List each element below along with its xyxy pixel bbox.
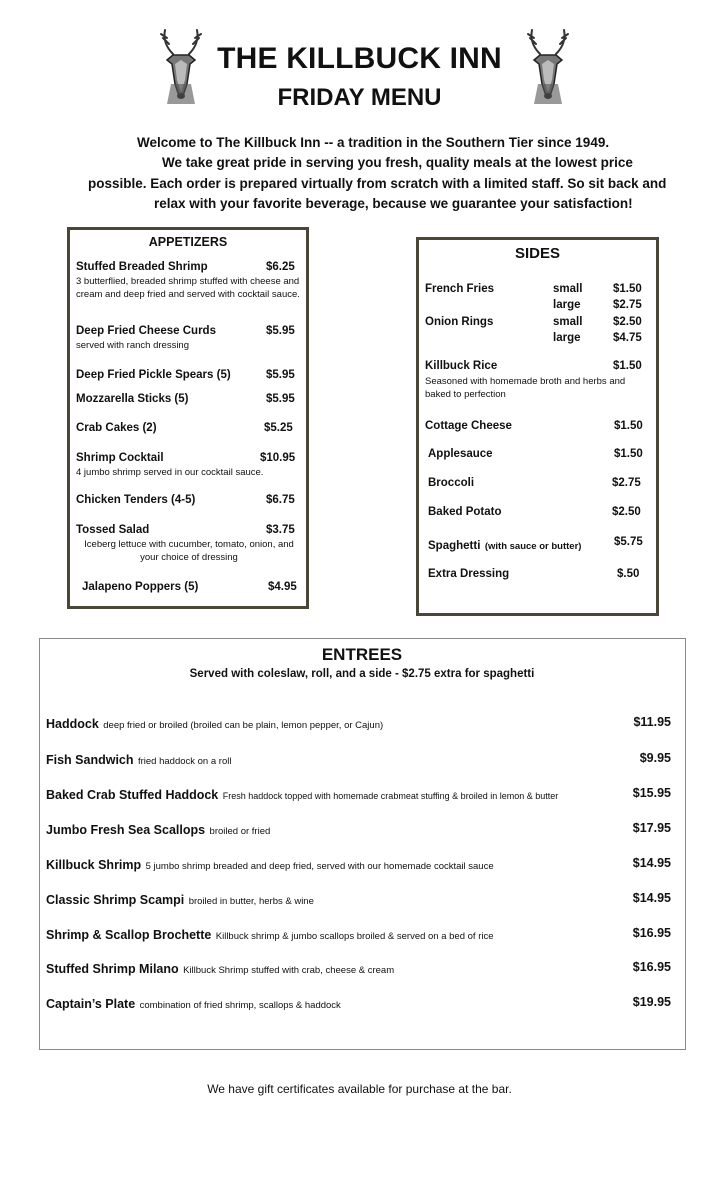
entree-row [46,715,383,733]
entree-name: Jumbo Fresh Sea Scallops [46,823,206,837]
appetizer-name: Stuffed Breaded Shrimp [76,261,208,273]
appetizer-name: Jalapeno Poppers (5) [82,581,199,593]
side-price: $.50 [617,568,640,580]
appetizer-desc: Iceberg lettuce with cucumber, tomato, onion, and your choice of dressing [84,539,294,563]
side-price: $1.50 [613,283,642,295]
entree-name: Classic Shrimp Scampi [46,893,185,907]
sides-title: SIDES [514,245,560,262]
side-name: Killbuck Rice [425,360,498,372]
entree-price: $14.95 [632,856,671,870]
appetizer-name: Chicken Tenders (4-5) [76,494,196,506]
side-name: French Fries [425,283,495,295]
gift-certificate-note: We have gift certificates available for purchase at the bar. [207,1082,512,1096]
side-name: Spaghetti [428,540,481,552]
entree-price: $14.95 [632,891,671,905]
appetizers-panel [67,227,309,609]
side-price: $2.50 [612,506,641,518]
entree-desc: Killbuck Shrimp stuffed with crab, cheese & cream [183,965,395,976]
appetizer-name: Crab Cakes (2) [76,422,157,434]
entree-price: $16.95 [632,926,671,940]
entree-price: $19.95 [632,995,671,1009]
appetizer-price: $5.95 [266,325,295,337]
side-size: small [553,283,583,295]
appetizer-price: $5.25 [264,422,293,434]
side-price: $4.75 [613,332,642,344]
side-row [428,536,581,554]
entree-name: Fish Sandwich [46,753,134,767]
appetizer-price: $6.25 [266,261,295,273]
welcome-line: relax with your favorite beverage, because we guarantee your satisfaction! [154,196,633,211]
entree-row [46,926,494,944]
appetizer-price: $6.75 [266,494,295,506]
sides-panel [416,237,659,616]
entree-row [46,821,270,839]
entree-price: $17.95 [632,821,671,835]
appetizer-desc: served with ranch dressing [76,340,189,351]
entree-row [46,995,341,1013]
side-name: Baked Potato [428,506,502,518]
appetizer-name: Deep Fried Pickle Spears (5) [76,369,231,381]
side-price: $1.50 [614,448,643,460]
side-name: Cottage Cheese [425,420,512,432]
entree-desc: combination of fried shrimp, scallops & haddock [139,1000,341,1011]
entree-price: $15.95 [632,786,671,800]
entree-desc: 5 jumbo shrimp breaded and deep fried, served with our homemade cocktail sauce [145,861,494,872]
side-size: large [553,299,581,311]
entree-row [46,891,314,909]
side-name: Onion Rings [425,316,494,328]
restaurant-name: THE KILLBUCK INN [217,42,502,75]
welcome-line: We take great pride in serving you fresh, quality meals at the lowest price [162,155,633,170]
entree-price: $11.95 [633,715,671,729]
appetizer-price: $5.95 [266,393,295,405]
appetizer-price: $5.95 [266,369,295,381]
side-name: Extra Dressing [428,568,510,580]
appetizer-name: Tossed Salad [76,524,150,536]
appetizer-name: Mozzarella Sticks (5) [76,393,189,405]
side-name: Broccoli [428,477,475,489]
appetizer-price: $4.95 [268,581,297,593]
side-price: $1.50 [614,420,643,432]
appetizer-name: Shrimp Cocktail [76,452,164,464]
entree-name: Killbuck Shrimp [46,858,142,872]
entrees-title: ENTREES [321,645,403,664]
appetizers-title: APPETIZERS [148,235,228,249]
entree-price: $9.95 [639,751,671,765]
side-price: $2.75 [613,299,642,311]
entree-name: Stuffed Shrimp Milano [46,962,179,976]
side-price: $1.50 [613,360,642,372]
side-desc: Seasoned with homemade broth and herbs and baked to perfection [425,376,626,400]
side-price: $2.75 [612,477,641,489]
menu-title: FRIDAY MENU [277,84,442,111]
side-size: large [553,332,581,344]
welcome-line: possible. Each order is prepared virtually from scratch with a limited staff. So sit back and [88,176,667,191]
side-price: $2.50 [613,316,642,328]
appetizer-price: $3.75 [266,524,295,536]
entree-name: Haddock [46,717,99,731]
side-price: $5.75 [614,536,643,548]
appetizer-desc: 4 jumbo shrimp served in our cocktail sauce. [76,467,264,478]
entree-desc: deep fried or broiled (broiled can be plain, lemon pepper, or Cajun) [103,720,384,731]
entree-desc: broiled or fried [209,826,271,837]
side-size: small [553,316,583,328]
entrees-panel [39,638,686,1050]
entree-row [46,856,494,874]
entrees-subtitle: Served with coleslaw, roll, and a side - $2.75 extra for spaghetti [189,668,535,680]
side-name: Applesauce [428,448,493,460]
entree-name: Captain’s Plate [46,997,136,1011]
entree-desc: Killbuck shrimp & jumbo scallops broiled & served on a bed of rice [215,931,494,942]
entree-desc: Fresh haddock topped with homemade crabmeat stuffing & broiled in lemon & butter [222,791,559,801]
appetizer-price: $10.95 [260,452,296,464]
side-note: (with sauce or butter) [484,541,582,552]
welcome-line: Welcome to The Killbuck Inn -- a tradition in the Southern Tier since 1949. [137,135,610,150]
entree-name: Baked Crab Stuffed Haddock [46,788,219,802]
entree-desc: fried haddock on a roll [137,756,232,767]
entree-price: $16.95 [632,960,671,974]
entree-row [46,786,558,804]
appetizer-desc: 3 butterflied, breaded shrimp stuffed with cheese and cream and deep fried and served with cocktail sauce. [76,276,300,300]
entree-row [46,751,231,769]
entree-name: Shrimp & Scallop Brochette [46,928,212,942]
appetizer-name: Deep Fried Cheese Curds [76,325,216,337]
entree-row [46,960,394,978]
entree-desc: broiled in butter, herbs & wine [188,896,314,907]
